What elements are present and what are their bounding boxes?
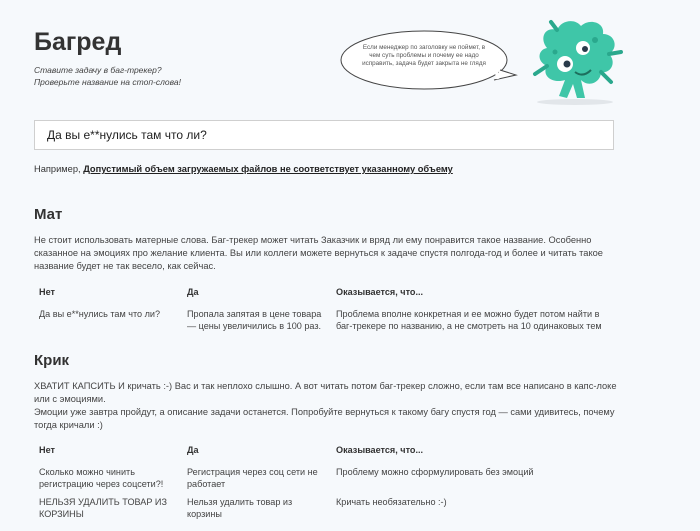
table-cell: НЕЛЬЗЯ УДАЛИТЬ ТОВАР ИЗ КОРЗИНЫ: [39, 496, 167, 519]
subtitle-line-2: Проверьте название на стоп-слова!: [34, 77, 181, 87]
subtitle-line-1: Ставите задачу в баг-трекер?: [34, 65, 162, 75]
bug-mascot-icon: [525, 18, 625, 111]
page-title: Багред: [34, 28, 122, 56]
section-para-krik-2: Эмоции уже завтра пройдут, а описание задачи останется. Попробуйте вернуться к такому багу спустя год — сами удивитесь, почему тогда кричали :): [34, 407, 615, 430]
table-header-result: Оказывается, что...: [336, 287, 424, 297]
table-row: [34, 308, 624, 333]
table-row: [34, 466, 624, 491]
table-cell: Проблема вполне конкретная и ее можно будет потом найти в баг-трекере по названию, а не смотреть на 10 одинаковых тем: [336, 308, 602, 331]
speech-bubble-icon: [340, 30, 510, 90]
table-cell: Проблему можно сформулировать без эмоций: [336, 466, 534, 477]
table-cell: Нельзя удалить товар из корзины: [187, 496, 293, 519]
table-cell: Регистрация через соц сети не работает: [187, 466, 318, 489]
table-row: [34, 496, 624, 521]
bubble-text: Если менеджер по заголовку не поймет, в чем суть проблемы и почему ее надо исправить, задача будет закрыта не глядя: [362, 44, 486, 67]
table-cell: Да вы е**нулись там что ли?: [39, 308, 161, 319]
table-cell: Пропала запятая в цене товара — цены увеличились в 100 раз.: [187, 308, 322, 331]
table-header-row: [34, 286, 624, 299]
section-title-mat: Мат: [34, 206, 63, 223]
table-header-no: Нет: [39, 445, 55, 455]
section-para-mat: Не стоит использовать матерные слова. Баг-трекер может читать Заказчик и вряд ли ему понравится такое название. Особенно сказанное на эмоциях про желание клиента. Вы или коллеги можете вернуться к задаче спустя полгода-год и более и читать такое название будет не так весело, как сейчас.: [34, 235, 603, 271]
search-input[interactable]: [34, 120, 614, 150]
section-para-krik-1: ХВАТИТ КАПСИТЬ И кричать :-) Вас и так неплохо слышно. А вот читать потом баг-трекер сложно, если там все написано в капс-локе или с эмоциями.: [34, 381, 617, 404]
page-subtitle: [34, 64, 181, 88]
table-header-no: Нет: [39, 287, 55, 297]
example-line: [34, 164, 453, 174]
section-title-krik: Крик: [34, 352, 70, 369]
table-header-row: [34, 444, 624, 457]
example-prefix: Например,: [34, 164, 84, 174]
table-krik: [34, 444, 624, 521]
example-link[interactable]: Допустимый объем загружаемых файлов не соответствует указанному объему: [83, 164, 453, 174]
table-header-yes: Да: [187, 445, 199, 455]
table-header-result: Оказывается, что...: [336, 445, 424, 455]
table-cell: Сколько можно чинить регистрацию через соцсети?!: [39, 466, 164, 489]
table-mat: [34, 286, 624, 333]
table-cell: Кричать необязательно :-): [336, 496, 447, 507]
table-header-yes: Да: [187, 287, 199, 297]
